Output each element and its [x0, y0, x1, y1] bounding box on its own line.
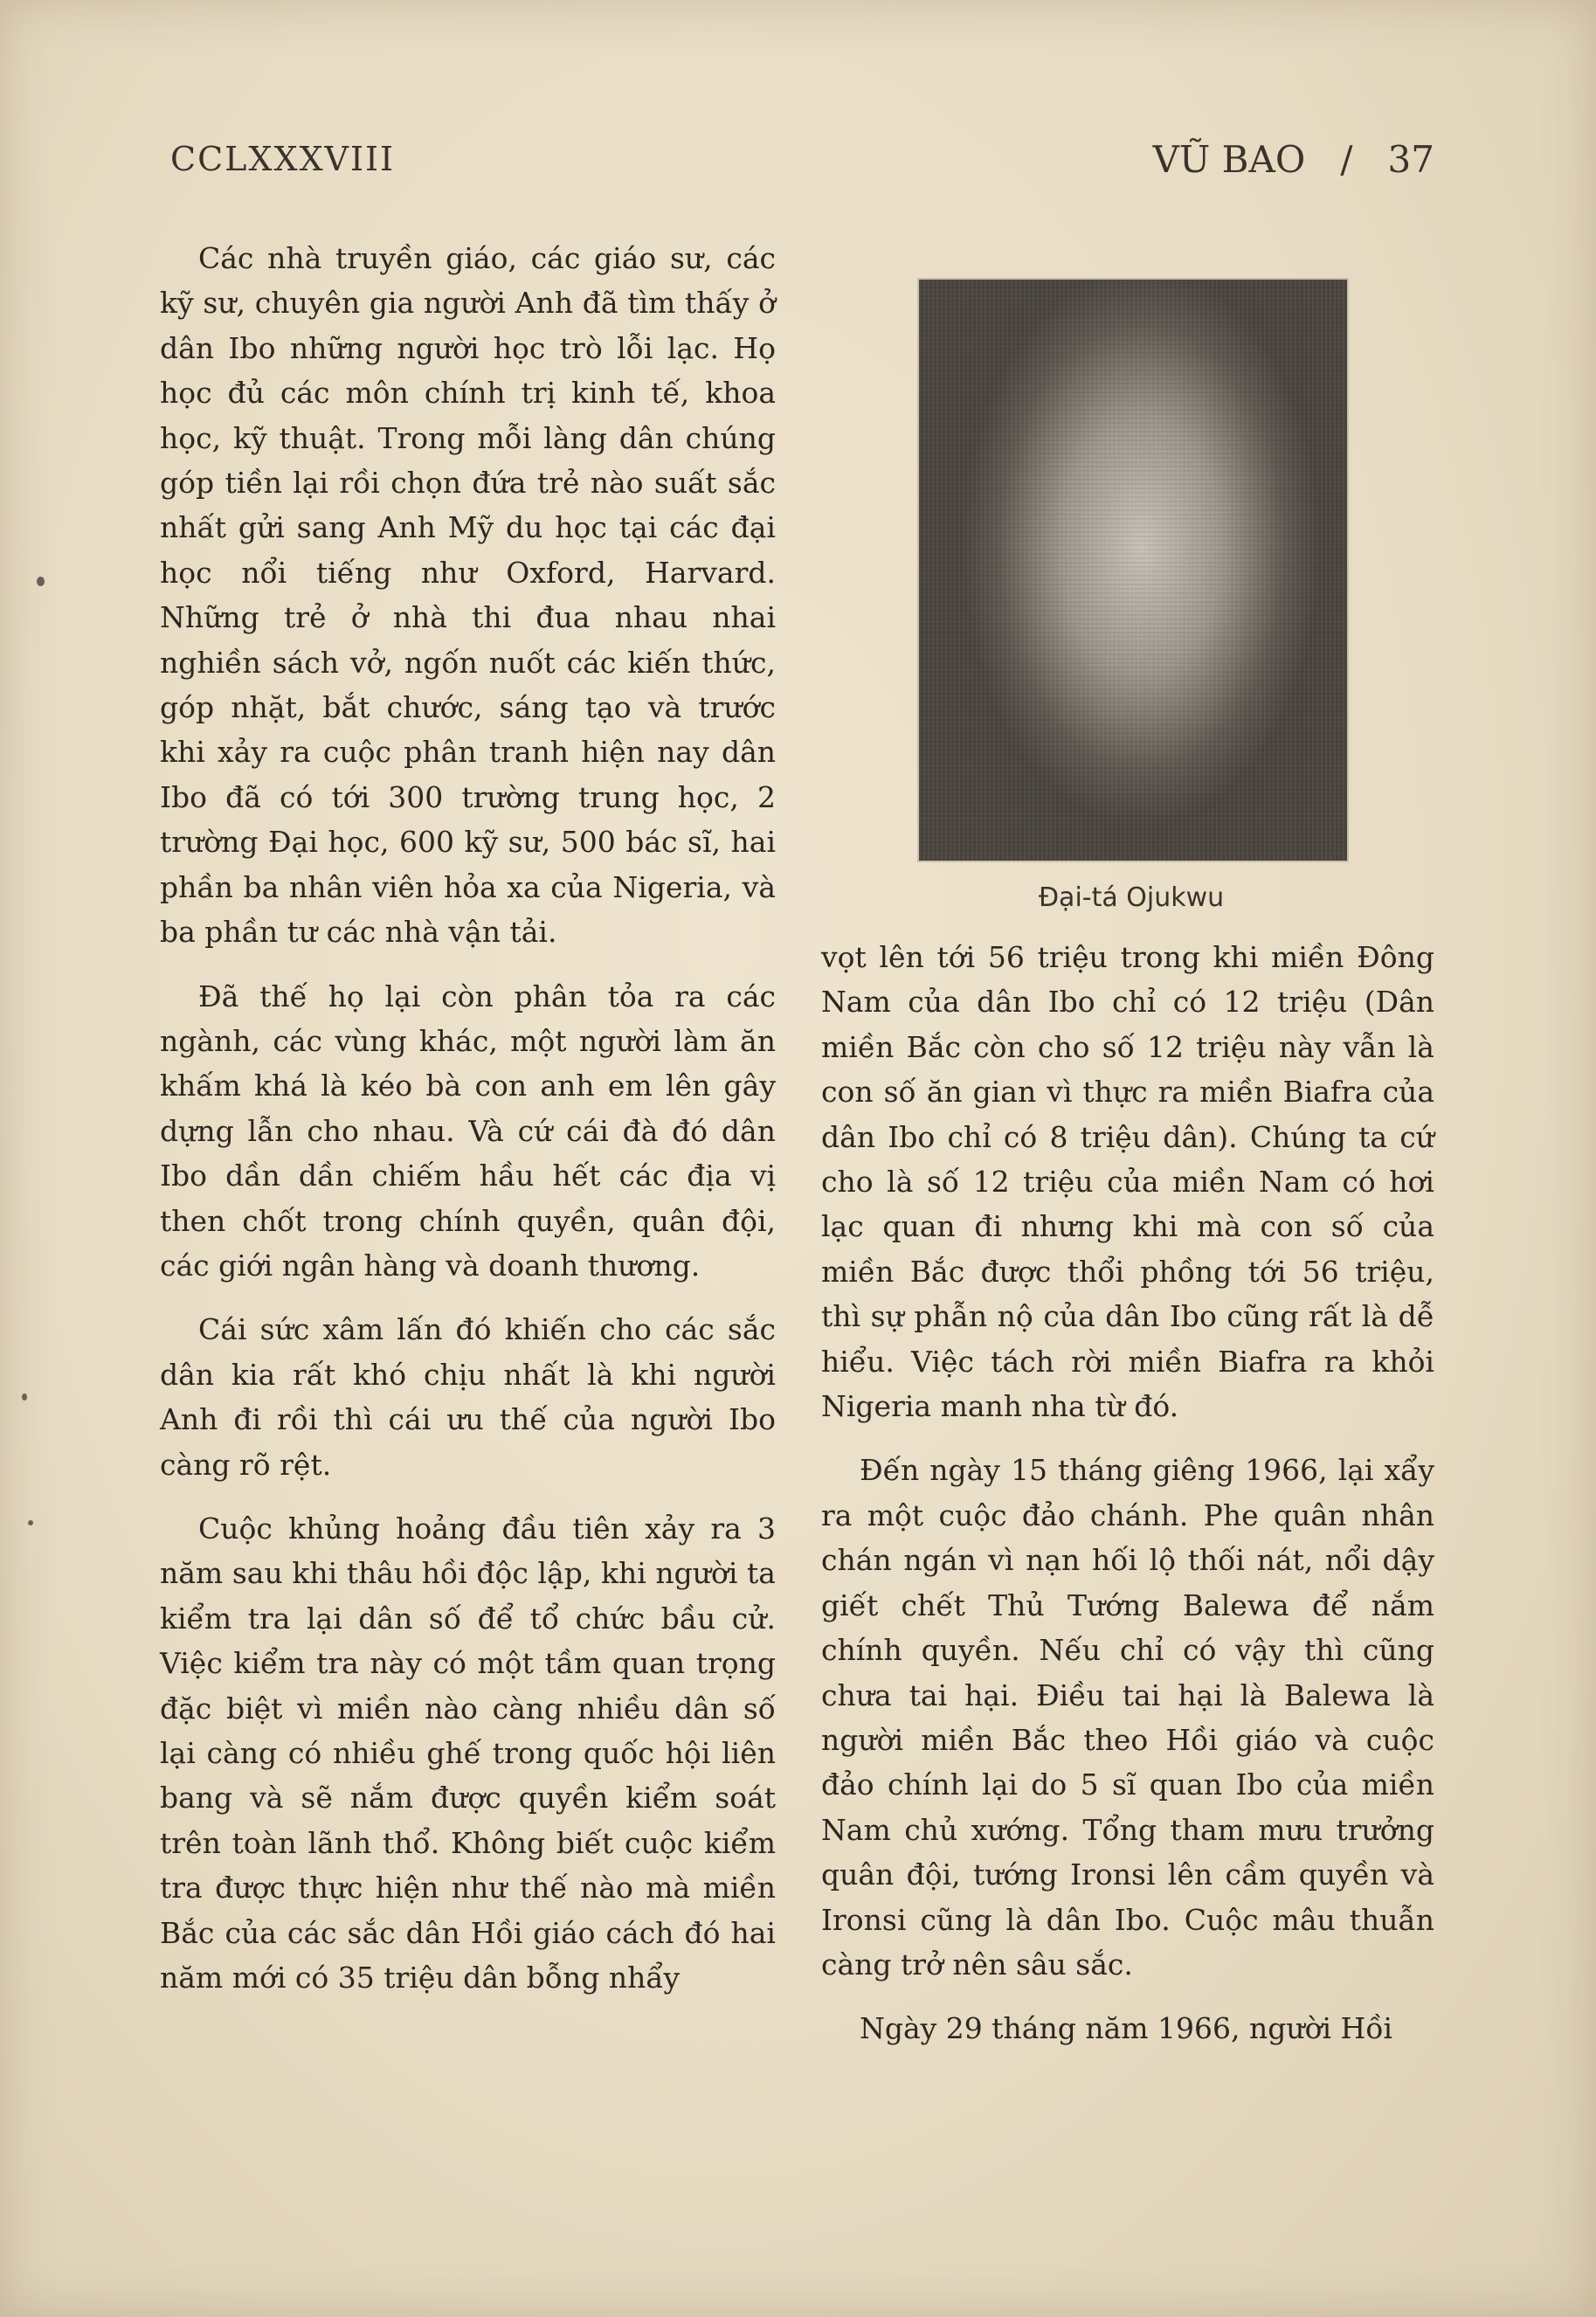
- paragraph: Cuộc khủng hoảng đầu tiên xảy ra 3 năm sau khi thâu hồi độc lập, khi người ta kiểm tra lại dân số để tổ chức bầu cử. Việc kiểm tra này có một tầm quan trọng đặc biệt vì miền nào càng nhiều dân số lại càng có nhiều ghế trong quốc hội liên bang và sẽ nắm được quyền kiểm soát trên toàn lãnh thổ. Không biết cuộc kiểm tra được thực hiện như thế nào mà miền Bắc của các sắc dân Hồi giáo cách đó hai năm mới có 35 triệu dân bỗng nhẩy: [160, 1511, 776, 1995]
- ink-speck: [37, 577, 45, 586]
- paragraph: Các nhà truyền giáo, các giáo sư, các kỹ sư, chuyên gia người Anh đã tìm thấy ở dân Ibo những người học trò lỗi lạc. Họ học đủ các môn chính trị kinh tế, khoa học, kỹ thuật. Trong mỗi làng dân chúng góp tiền lại rồi chọn đứa trẻ nào suất sắc nhất gửi sang Anh Mỹ du học tại các đại học nổi tiếng như Oxford, Harvard. Những trẻ ở nhà thi đua nhau nhai nghiền sách vở, ngốn nuốt các kiến thức, góp nhặt, bắt chước, sáng tạo và trước khi xảy ra cuộc phân tranh hiện nay dân Ibo đã có tới 300 trường trung học, 2 trường Đại học, 600 kỹ sư, 500 bác sĩ, hai phần ba nhân viên hỏa xa của Nigeria, và ba phần tư các nhà vận tải.: [160, 241, 776, 950]
- left-column: [160, 236, 776, 2019]
- page-code: CCLXXXVIII: [170, 140, 396, 178]
- ink-speck: [28, 1520, 33, 1525]
- ink-speck: [22, 1394, 27, 1401]
- running-title: VŨ BAO / 37: [1152, 138, 1434, 181]
- portrait-photo: [917, 278, 1349, 862]
- photo-caption: Đại-tá Ojukwu: [1038, 882, 1225, 913]
- paragraph: Cái sức xâm lấn đó khiến cho các sắc dân kia rất khó chịu nhất là khi người Anh đi rồi thì cái ưu thế của người Ibo càng rõ rệt.: [160, 1312, 776, 1482]
- paragraph: Ngày 29 tháng năm 1966, người Hồi: [860, 2011, 1393, 2046]
- paragraph: Đã thế họ lại còn phân tỏa ra các ngành, các vùng khác, một người làm ăn khấm khá là kéo bà con anh em lên gây dựng lẫn cho nhau. Và cứ cái đà đó dân Ibo dần dần chiếm hầu hết các địa vị then chốt trong chính quyền, quân đội, các giới ngân hàng và doanh thương.: [160, 979, 776, 1283]
- paragraph: Đến ngày 15 tháng giêng 1966, lại xẩy ra một cuộc đảo chánh. Phe quân nhân chán ngán vì nạn hối lộ thối nát, nổi dậy giết chết Thủ Tướng Balewa để nắm chính quyền. Nếu chỉ có vậy thì cũng chưa tai hại. Điều tai hại là Balewa là người miền Bắc theo Hồi giáo và cuộc đảo chính lại do 5 sĩ quan Ibo của miền Nam chủ xướng. Tổng tham mưu trưởng quân đội, tướng Ironsi lên cầm quyền và Ironsi cũng là dân Ibo. Cuộc mâu thuẫn càng trở nên sâu sắc.: [821, 1453, 1434, 1982]
- right-column: [821, 935, 1434, 2071]
- photo-halftone: [919, 280, 1347, 861]
- paragraph: vọt lên tới 56 triệu trong khi miền Đông Nam của dân Ibo chỉ có 12 triệu (Dân miền Bắc còn cho số 12 triệu này vẫn là con số ăn gian vì thực ra miền Biafra của dân Ibo chỉ có 8 triệu dân). Chúng ta cứ cho là số 12 triệu của miền Nam có hơi lạc quan đi nhưng khi mà con số của miền Bắc được thổi phồng tới 56 triệu, thì sự phẫn nộ của dân Ibo cũng rất là dễ hiểu. Việc tách rời miền Biafra ra khỏi Nigeria manh nha từ đó.: [821, 940, 1434, 1424]
